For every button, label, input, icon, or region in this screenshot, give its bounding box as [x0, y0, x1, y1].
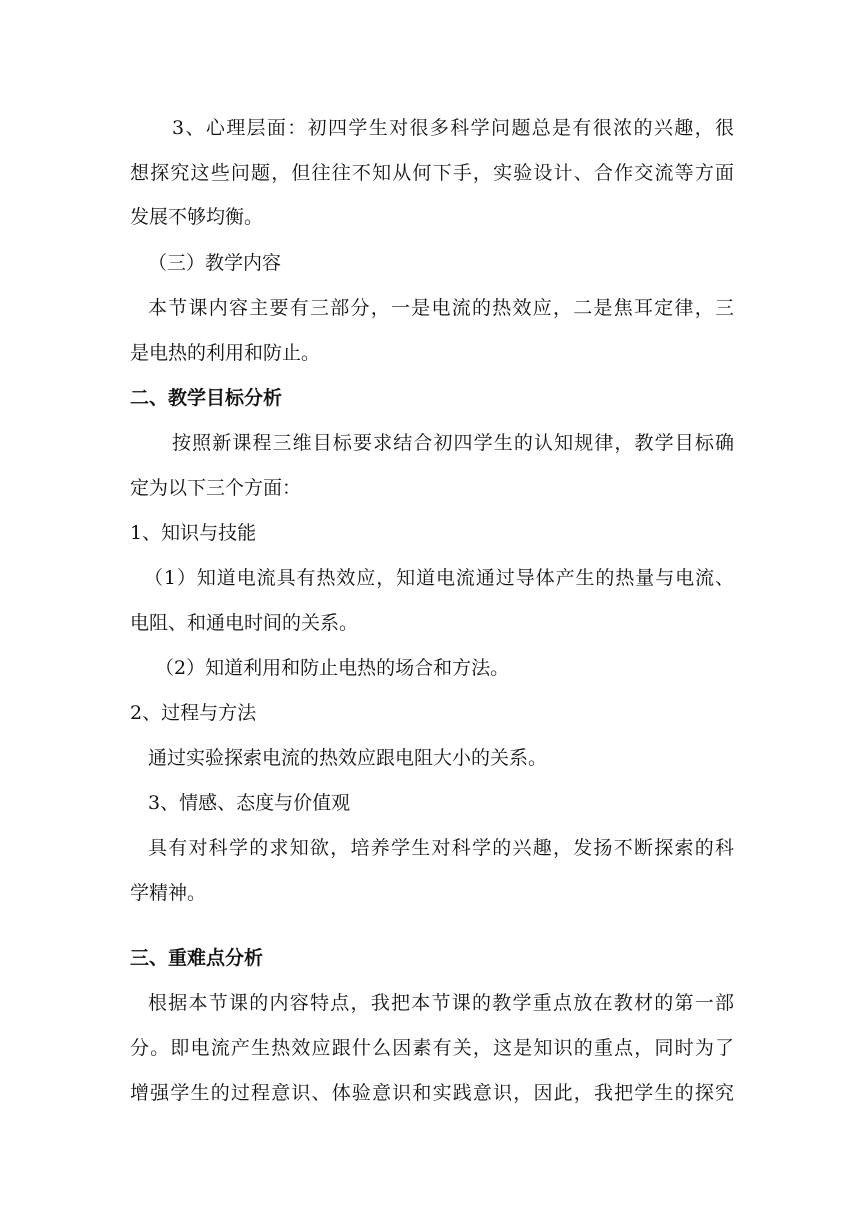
- paragraph-line: 学精神。: [130, 882, 207, 904]
- paragraph-line: 分。即电流产生热效应跟什么因素有关，这是知识的重点，同时为了: [130, 1037, 734, 1059]
- paragraph-line: 通过实验探索电流的热效应跟电阻大小的关系。: [148, 747, 548, 769]
- paragraph-line: 具有对科学的求知欲，培养学生对科学的兴趣，发扬不断探索的科: [148, 837, 734, 859]
- list-heading: 2、过程与方法: [130, 702, 257, 724]
- list-item: （1）知道电流具有热效应，知道电流通过导体产生的热量与电流、: [144, 567, 734, 589]
- paragraph-line: 按照新课程三维目标要求结合初四学生的认知规律，教学目标确: [172, 432, 734, 454]
- paragraph-line: 根据本节课的内容特点，我把本节课的教学重点放在教材的第一部: [148, 992, 734, 1014]
- paragraph-line: 定为以下三个方面：: [130, 477, 302, 499]
- section-subheading: （三）教学内容: [148, 252, 282, 274]
- paragraph-line: 电阻、和通电时间的关系。: [130, 612, 359, 634]
- paragraph-line: 3、心理层面：初四学生对很多科学问题总是有很浓的兴趣，很: [172, 117, 734, 139]
- section-heading: 三、重难点分析: [130, 947, 264, 969]
- paragraph-line: 想探究这些问题，但往往不知从何下手，实验设计、合作交流等方面: [130, 162, 734, 184]
- list-heading: 1、知识与技能: [130, 522, 257, 544]
- paragraph-line: 增强学生的过程意识、体验意识和实践意识，因此，我把学生的探究: [130, 1082, 734, 1104]
- list-heading: 3、情感、态度与价值观: [148, 792, 351, 814]
- paragraph-line: 本节课内容主要有三部分，一是电流的热效应，二是焦耳定律，三: [148, 297, 734, 319]
- section-heading: 二、教学目标分析: [130, 387, 283, 409]
- paragraph-line: 发展不够均衡。: [130, 206, 264, 228]
- list-item: （2）知道利用和防止电热的场合和方法。: [155, 657, 510, 679]
- paragraph-line: 是电热的利用和防止。: [130, 342, 321, 364]
